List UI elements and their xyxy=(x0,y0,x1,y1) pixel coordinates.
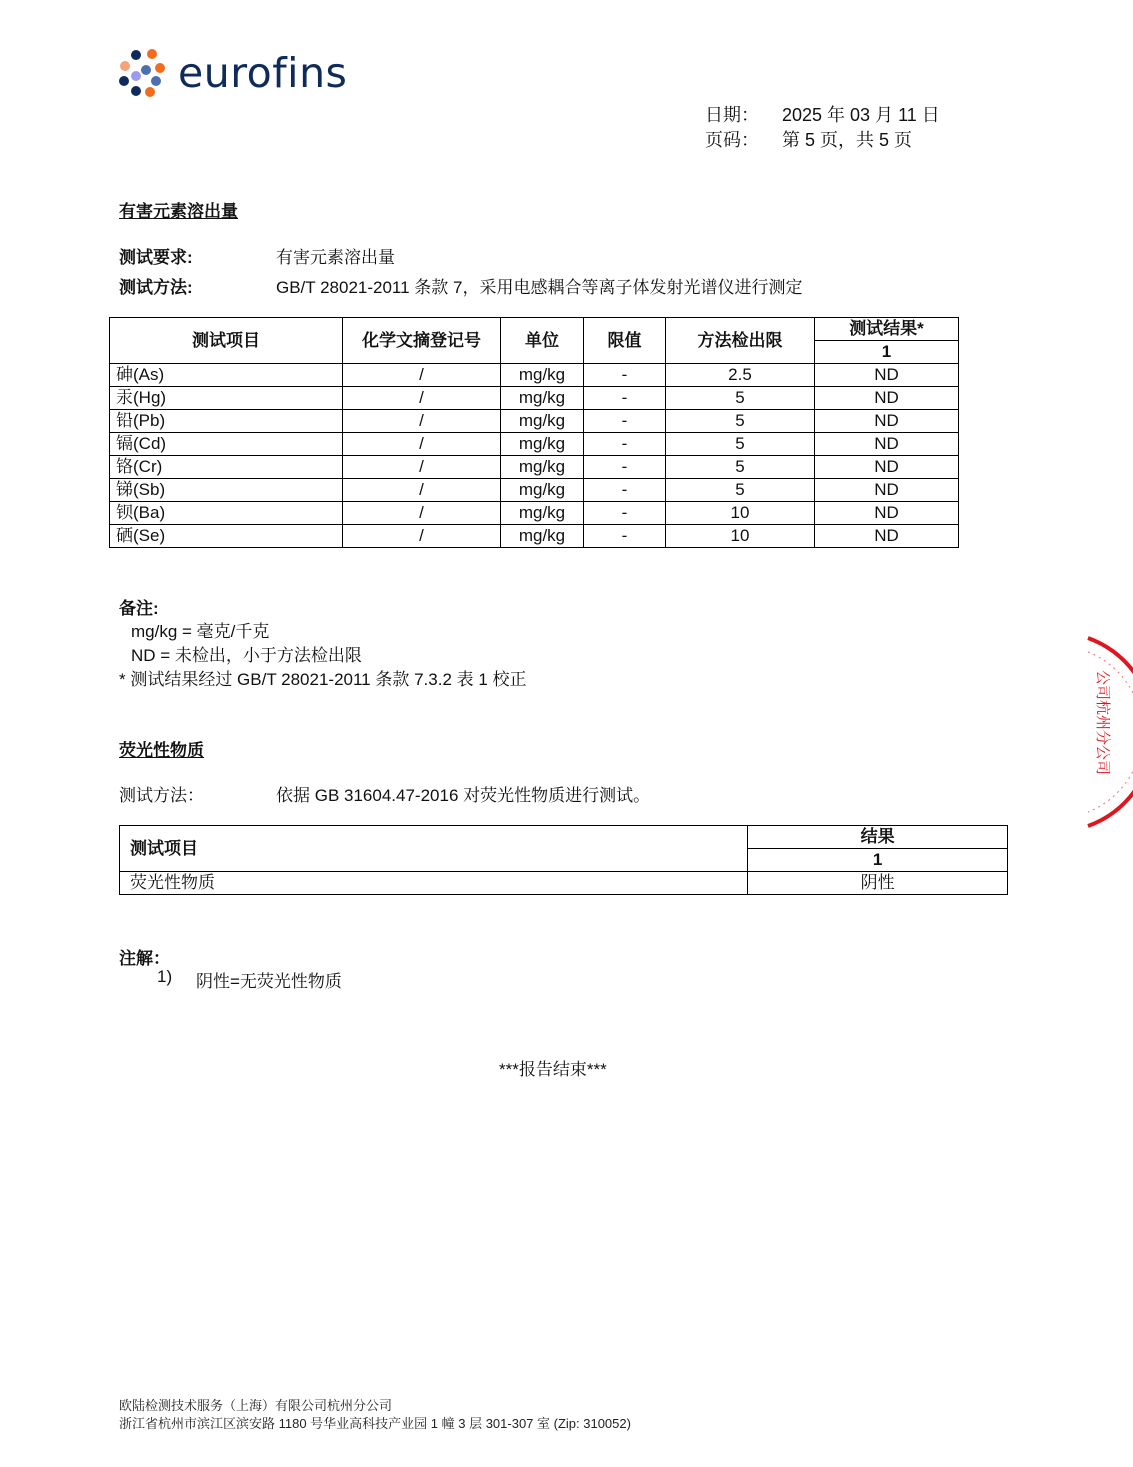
table-row xyxy=(110,364,959,387)
cell-cas-no: / xyxy=(343,410,501,433)
section-title-fluorescent: 荧光性物质 xyxy=(119,741,204,760)
cell-result: ND xyxy=(815,525,959,548)
heavy-metals-table xyxy=(109,317,959,548)
cell-element: 铬(Cr) xyxy=(110,456,343,479)
annotation-num: 1) xyxy=(157,967,173,986)
end-of-report: ***报告结束*** xyxy=(499,1060,607,1079)
method-label-2: 测试方法： xyxy=(119,786,204,805)
requirement-label: 测试要求: xyxy=(119,248,193,267)
note-nd: ND = 未检出，小于方法检出限 xyxy=(131,646,362,665)
cell-limit: - xyxy=(584,387,666,410)
table-header-row xyxy=(110,318,959,341)
cell-limit: - xyxy=(584,410,666,433)
cell-cas-no: / xyxy=(343,502,501,525)
header-sample-no-2: 1 xyxy=(748,849,1008,872)
cell-cas-no: / xyxy=(343,433,501,456)
header-result: 测试结果* xyxy=(815,318,959,341)
cell-result: ND xyxy=(815,456,959,479)
cell-unit: mg/kg xyxy=(501,456,584,479)
cell-result: ND xyxy=(815,364,959,387)
cell-result: ND xyxy=(815,387,959,410)
header-test-item-2: 测试项目 xyxy=(120,826,748,872)
date-label: 日期： xyxy=(705,105,759,125)
cell-element: 钡(Ba) xyxy=(110,502,343,525)
footnote: * 测试结果经过 GB/T 28021-2011 条款 7.3.2 表 1 校正 xyxy=(119,670,527,689)
cell-cas-no: / xyxy=(343,364,501,387)
table-row xyxy=(110,410,959,433)
cell-limit: - xyxy=(584,479,666,502)
cell-mdl: 5 xyxy=(666,479,815,502)
cell-result: ND xyxy=(815,502,959,525)
fluorescent-table xyxy=(119,825,1008,895)
cell-cas-no: / xyxy=(343,387,501,410)
eurofins-logo-icon xyxy=(118,48,168,98)
cell-cas-no: / xyxy=(343,456,501,479)
header-test-item: 测试项目 xyxy=(110,318,343,364)
cell-element: 砷(As) xyxy=(110,364,343,387)
table-row xyxy=(110,479,959,502)
table-row xyxy=(110,433,959,456)
date-value: 2025 年 03 月 11 日 xyxy=(782,105,940,125)
annotation-text: 阴性=无荧光性物质 xyxy=(196,972,342,991)
cell-element: 汞(Hg) xyxy=(110,387,343,410)
eurofins-logo xyxy=(118,48,347,98)
cell-unit: mg/kg xyxy=(501,525,584,548)
header-mdl: 方法检出限 xyxy=(666,318,815,364)
cell-limit: - xyxy=(584,456,666,479)
cell-result: ND xyxy=(815,479,959,502)
cell-mdl: 5 xyxy=(666,410,815,433)
cell-result: ND xyxy=(815,410,959,433)
cell-unit: mg/kg xyxy=(501,479,584,502)
method-value-2: 依据 GB 31604.47-2016 对荧光性物质进行测试。 xyxy=(276,786,651,805)
cell-unit: mg/kg xyxy=(501,387,584,410)
cell-mdl: 10 xyxy=(666,502,815,525)
logo-text: eurofins xyxy=(178,49,348,97)
cell-mdl: 2.5 xyxy=(666,364,815,387)
footer-company: 欧陆检测技术服务（上海）有限公司杭州分公司 xyxy=(119,1398,393,1413)
table-row xyxy=(110,387,959,410)
cell-cas-no: / xyxy=(343,525,501,548)
cell-mdl: 5 xyxy=(666,456,815,479)
stamp-text: 公司杭州分公司 xyxy=(1094,670,1112,776)
cell-element: 硒(Se) xyxy=(110,525,343,548)
cell-mdl: 5 xyxy=(666,433,815,456)
method-value: GB/T 28021-2011 条款 7，采用电感耦合等离子体发射光谱仪进行测定 xyxy=(276,278,803,297)
table-row xyxy=(110,525,959,548)
table-row xyxy=(120,872,1008,895)
company-stamp xyxy=(1080,630,1133,835)
cell-mdl: 5 xyxy=(666,387,815,410)
cell-element: 锑(Sb) xyxy=(110,479,343,502)
cell-result: ND xyxy=(815,433,959,456)
report-meta xyxy=(705,103,940,153)
page-value: 第 5 页，共 5 页 xyxy=(782,130,913,150)
notes-label: 备注: xyxy=(119,599,159,618)
header-limit: 限值 xyxy=(584,318,666,364)
cell-element: 镉(Cd) xyxy=(110,433,343,456)
cell-limit: - xyxy=(584,433,666,456)
cell-item: 荧光性物质 xyxy=(120,872,748,895)
cell-limit: - xyxy=(584,502,666,525)
cell-limit: - xyxy=(584,364,666,387)
table-row xyxy=(110,456,959,479)
header-unit: 单位 xyxy=(501,318,584,364)
header-sample-no: 1 xyxy=(815,341,959,364)
table-row xyxy=(110,502,959,525)
cell-mdl: 10 xyxy=(666,525,815,548)
header-result-2: 结果 xyxy=(748,826,1008,849)
section-title-heavy-metals: 有害元素溶出量 xyxy=(119,202,238,221)
cell-unit: mg/kg xyxy=(501,364,584,387)
cell-unit: mg/kg xyxy=(501,502,584,525)
footer-address: 浙江省杭州市滨江区滨安路 1180 号华业高科技产业园 1 幢 3 层 301-307 室 (Zip: 310052) xyxy=(119,1416,631,1431)
cell-unit: mg/kg xyxy=(501,410,584,433)
cell-element: 铅(Pb) xyxy=(110,410,343,433)
annotation-label: 注解： xyxy=(119,949,170,968)
cell-cas-no: / xyxy=(343,479,501,502)
header-cas-no: 化学文摘登记号 xyxy=(343,318,501,364)
note-unit: mg/kg = 毫克/千克 xyxy=(131,622,270,641)
requirement-value: 有害元素溶出量 xyxy=(276,248,395,267)
cell-unit: mg/kg xyxy=(501,433,584,456)
method-label: 测试方法: xyxy=(119,278,193,297)
page-label: 页码： xyxy=(705,130,759,150)
cell-limit: - xyxy=(584,525,666,548)
cell-result: 阴性 xyxy=(748,872,1008,895)
